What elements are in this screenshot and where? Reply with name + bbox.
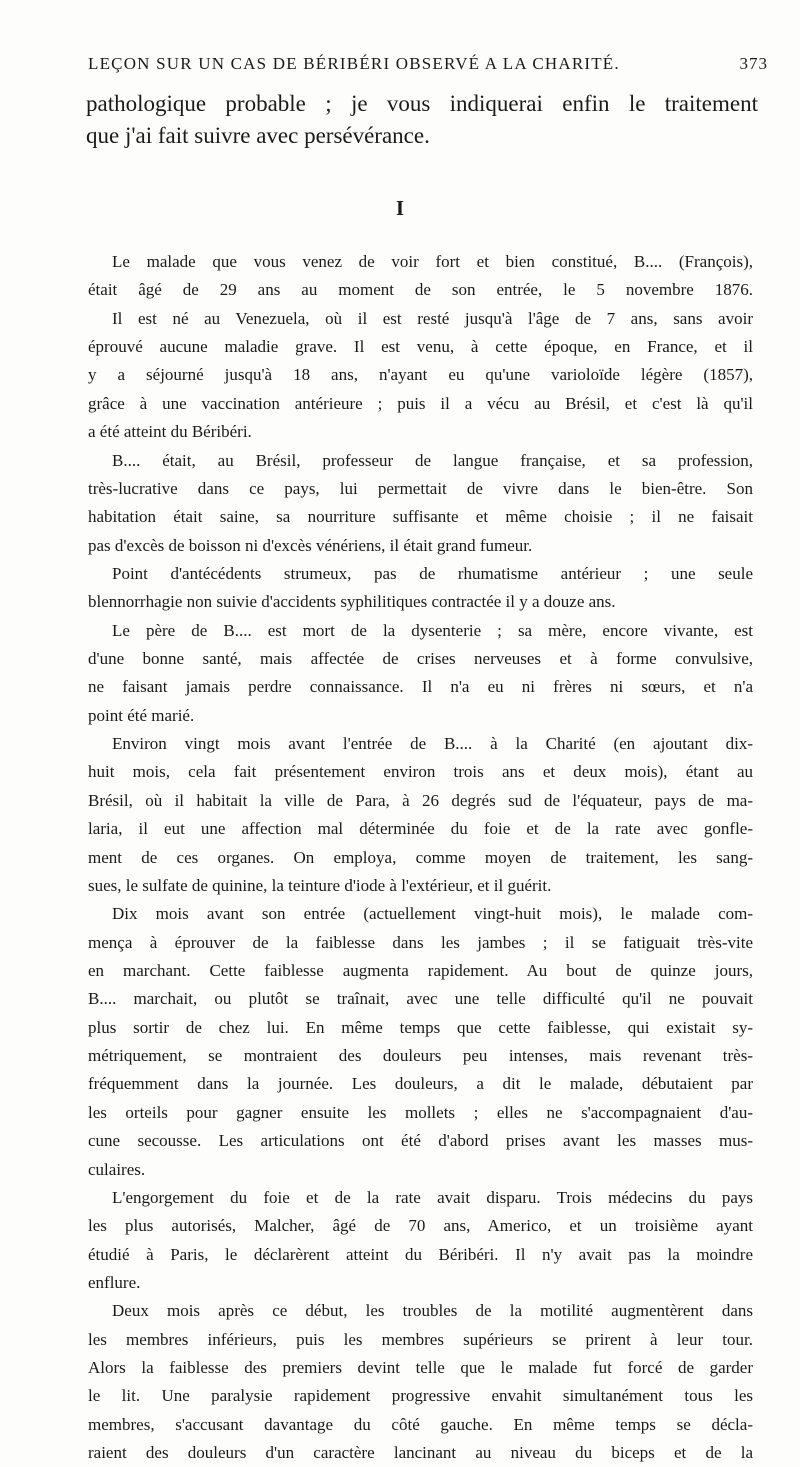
section-numeral: I — [395, 196, 405, 220]
text-line: en marchant. Cette faiblesse augmenta rapidement. Au bout de quinze jours, — [88, 960, 753, 980]
text-line: L'engorgement du foie et de la rate avait disparu. Trois médecins du pays — [112, 1187, 753, 1207]
text-line: laria, il eut une affection mal déterminée du foie et de la rate avec gonfle- — [88, 819, 753, 839]
text-line: Deux mois après ce début, les troubles de la motilité augmentèrent dans — [112, 1301, 753, 1321]
text-line: B.... marchait, ou plutôt se traînait, avec une telle difficulté qu'il ne pouvait — [88, 989, 753, 1009]
text-line: très-lucrative dans ce pays, lui permettait de vivre dans le bien-être. Son — [88, 478, 753, 498]
text-line: cune secousse. Les articulations ont été d'abord prises avant les masses mus- — [88, 1131, 753, 1151]
text-line: Le malade que vous venez de voir fort et bien constitué, B.... (François), — [112, 252, 753, 271]
text-line: culaires. — [88, 1159, 146, 1179]
page-number: 373 — [739, 54, 768, 73]
text-line: a été atteint du Béribéri. — [88, 422, 252, 442]
text-line: fréquemment dans la journée. Les douleurs, a dit le malade, débutaient par — [88, 1074, 753, 1094]
text-line: raient des douleurs d'un caractère lancinant au niveau du biceps et de la — [88, 1443, 753, 1463]
text-line: pas d'excès de boisson ni d'excès vénériens, il était grand fumeur. — [88, 535, 533, 555]
text-line: d'une bonne santé, mais affectée de crises nerveuses et à forme convulsive, — [88, 649, 753, 669]
text-line: Brésil, où il habitait la ville de Para, à 26 degrés sud de l'équateur, pays de ma- — [88, 790, 753, 810]
text-line: blennorrhagie non suivie d'accidents syphilitiques contractée il y a douze ans. — [88, 592, 616, 612]
intro-line: pathologique probable ; je vous indiquerai enfin le traitement — [86, 91, 758, 116]
text-line: y a séjourné jusqu'à 18 ans, n'ayant eu qu'une varioloïde légère (1857), — [88, 365, 753, 385]
text-line: ment de ces organes. On employa, comme moyen de traitement, les sang- — [88, 847, 753, 867]
text-line: point été marié. — [88, 705, 195, 725]
body-text — [88, 248, 753, 1467]
text-line: éprouvé aucune maladie grave. Il est venu, à cette époque, en France, et il — [88, 337, 753, 357]
text-line: membres, s'accusant davantage du côté gauche. En même temps se décla- — [88, 1414, 753, 1434]
text-line: étudié à Paris, le déclarèrent atteint du Béribéri. Il n'y avait pas la moindre — [88, 1244, 753, 1264]
text-line: plus sortir de chez lui. En même temps que cette faiblesse, qui existait sy- — [88, 1017, 753, 1037]
running-title: LEÇON SUR UN CAS DE BÉRIBÉRI OBSERVÉ A LA CHARITÉ. — [88, 54, 620, 73]
text-line: était âgé de 29 ans au moment de son entrée, le 5 novembre 1876. — [88, 280, 753, 300]
text-line: sues, le sulfate de quinine, la teinture d'iode à l'extérieur, et il guérit. — [88, 875, 552, 895]
text-line: les membres inférieurs, puis les membres supérieurs se prirent à leur tour. — [88, 1329, 753, 1349]
text-line: habitation était saine, sa nourriture suffisante et même choisie ; il ne faisait — [88, 507, 753, 527]
text-line: métriquement, se montraient des douleurs peu intenses, mais revenant très- — [88, 1046, 753, 1066]
text-line: mença à éprouver de la faiblesse dans les jambes ; il se fatiguait très-vite — [88, 932, 753, 952]
running-head — [88, 54, 768, 80]
text-line: B.... était, au Brésil, professeur de langue française, et sa profession, — [112, 450, 753, 470]
text-line: grâce à une vaccination antérieure ; puis il a vécu au Brésil, et c'est là qu'il — [88, 393, 753, 413]
text-line: les plus autorisés, Malcher, âgé de 70 ans, Americo, et un troisième ayant — [88, 1216, 753, 1236]
text-line: enflure. — [88, 1272, 141, 1292]
text-line: Il est né au Venezuela, où il est resté jusqu'à l'âge de 7 ans, sans avoir — [112, 308, 753, 328]
text-line: les orteils pour gagner ensuite les mollets ; elles ne s'accompagnaient d'au- — [88, 1102, 753, 1122]
intro-paragraph — [86, 88, 758, 152]
intro-line: que j'ai fait suivre avec persévérance. — [86, 123, 430, 148]
text-line: Point d'antécédents strumeux, pas de rhumatisme antérieur ; une seule — [112, 563, 753, 583]
text-line: Environ vingt mois avant l'entrée de B.... à la Charité (en ajoutant dix- — [112, 734, 753, 754]
text-line: Alors la faiblesse des premiers devint telle que le malade fut forcé de garder — [88, 1358, 753, 1378]
text-line: Dix mois avant son entrée (actuellement vingt-huit mois), le malade com- — [112, 904, 753, 924]
text-line: huit mois, cela fait présentement environ trois ans et deux mois), étant au — [88, 762, 753, 782]
text-line: ne faisant jamais perdre connaissance. Il n'a eu ni frères ni sœurs, et n'a — [88, 677, 753, 697]
text-line: le lit. Une paralysie rapidement progressive envahit simultanément tous les — [88, 1386, 753, 1406]
text-line: Le père de B.... est mort de la dysenterie ; sa mère, encore vivante, est — [112, 620, 753, 640]
